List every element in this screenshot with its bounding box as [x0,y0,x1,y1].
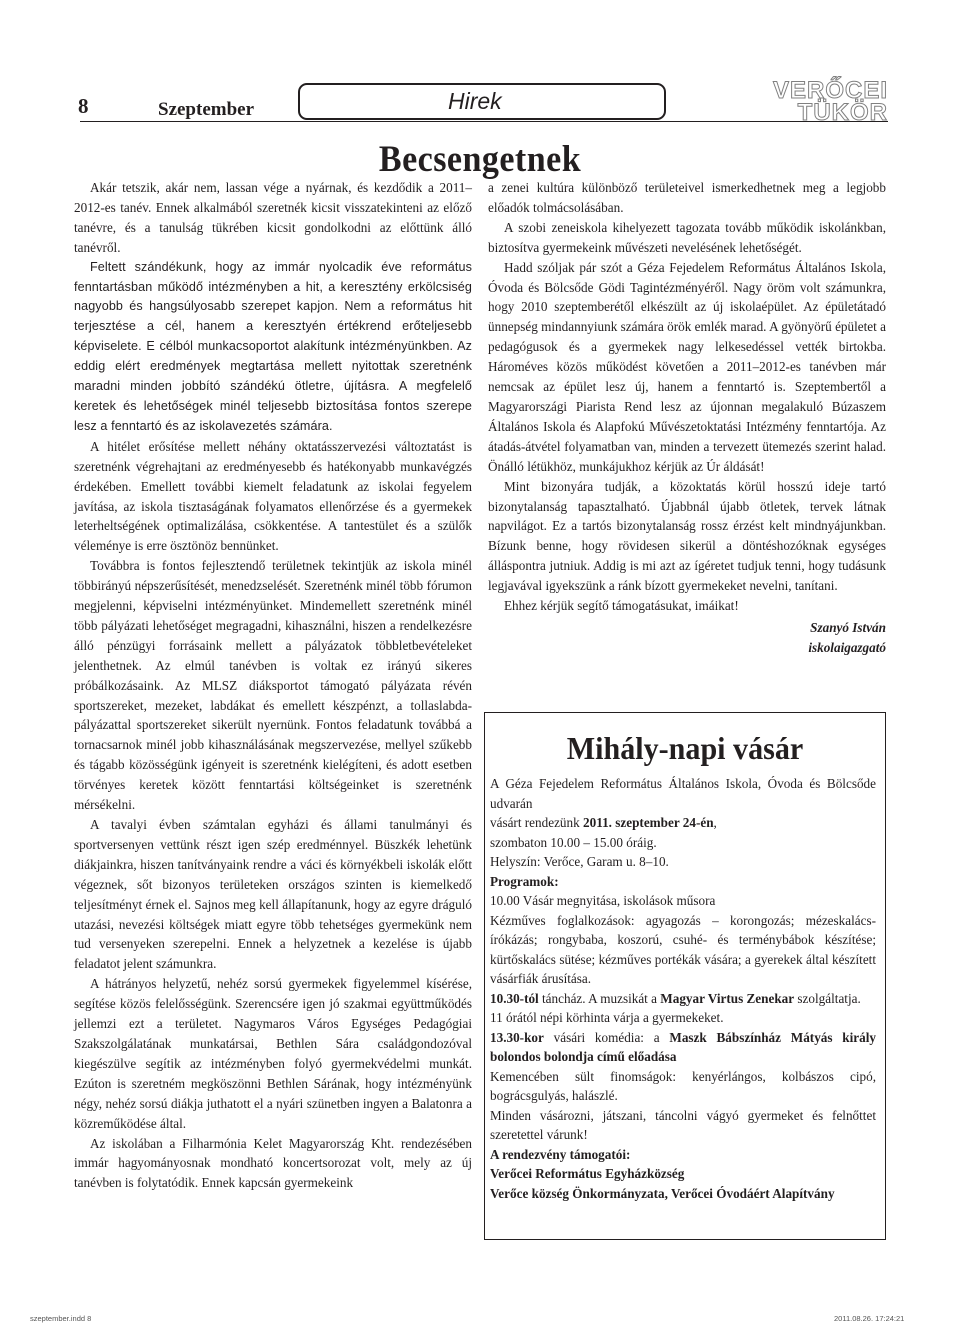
signature-role: iskolaigazgató [808,639,886,655]
program-item [490,989,876,1009]
program-item [490,1028,876,1067]
article-paragraph: Akár tetszik, akár nem, lassan vége a nyárnak, és kezdődik a 2011–2012-es tanév. Ennek alkalmából szeretnék kicsit visszatekinteni az előző tanévre, és a tanulság tükrében kicsit gondolkodni az előttünk álló tanévről. [74,180,472,255]
event-details [490,774,876,1203]
program-item: 10.00 Vásár megnyitása, iskolások műsora [490,893,716,908]
program-band: Magyar Virtus Zenekar [660,990,795,1006]
article-left-column [74,178,472,1193]
program-text: szolgáltatja. [794,990,861,1006]
signature [488,618,886,658]
article-paragraph: Mint bizonyára tudják, a közoktatás körül hosszú ideje tartó bizonytalanság tapasztalható. Újabbnál újabb ötletek, tervek látnak napvilágot. Ez a tartós bizonytalanság rossz érzést kelt mindnyájunkban. Bízunk benne, hogy rövidesen sikerül a döntéshozóknak egységes álláspontra jutniuk. Addig is mi azt az ígéretet tudjuk tenni, hogy tudásunk legjavával igyekszünk a ránk bízott gyermekeket nevelni, tanítani. [488,478,886,594]
masthead-logo [752,77,888,126]
article-paragraph: A hátrányos helyzetű, nehéz sorsú gyermekek figyelemmel kísérése, segítése közös felelősségünk. Szerencsére igen jó szakmai együttműködés jellemzi ezt a területet. Nagymaros Város Egységes Pedagógiai Szakszolgálatának munkatársai, Bethlen Sára családgondozóval kiegészülve segítik az intézményben folyó gyermekvédelmi munkát. Ezúton is szeretném megköszönni Bethlen Sárának, hogy intézményünk négy, nehéz sorsú diákja juthatott el a nyári szünetben ingyen a Balatonra a közreműködése által. [74,976,472,1131]
article-paragraph: a zenei kultúra különböző területeivel ismerkedhetnek meg a legjobb előadók tolmácsolásában. [488,180,886,215]
sponsor-item: Verőcei Református Egyházközség [490,1166,685,1181]
print-slug-timestamp: 2011.08.26. 17:24:21 [834,1314,905,1323]
program-text: vásári komédia: a [543,1029,670,1045]
article-paragraph: Hadd szóljak pár szót a Géza Fejedelem Református Általános Iskola, Óvoda és Bölcsőde Gödi Tagintézményéről. Nagy öröm volt számunkra, hogy 2010 szeptemberétől elkészült az új iskolaépület. Az épületátadó ünnepség mindannyiunk számára örök emlék marad. A gyönyörű épületet a pedagógusok és a gyermekek nagy lelkesedéssel vették birtokba. Hároméves közös működést követően a 2011–2012-es tanévben már nemcsak az épület lesz új, hanem a fenntartó is. Szeptembertől a Magyarországi Piarista Rend lesz az újonnan megalakuló Búzaszem Általános Iskola és Alapfokú Művészetoktatási Intézmény fenntartója. Az átadás-átvétel folyamatban van, minden a tervezett ütemezés szerint halad. Önálló létükhöz, munkájukhoz kérjük az Úr áldását! [488,259,886,474]
event-date-prefix: vásárt rendezünk [490,815,584,830]
event-date-line [490,813,876,833]
section-label: Hirek [448,88,502,114]
program-show: Maszk Bábszínház Mátyás király bolondos bolondja című előadása [490,1029,876,1064]
article-paragraph: Továbbra is fontos fejlesztendő területnek tekintjük az iskola minél többirányú népszerűsítését, menedzselését. Szeretnénk minél több fórumon megjelenni, képviselni intézményünket. Mindemellett szeretnénk minél több pályázati lehetőséget megragadni, kihasználni, hiszen a rendelkezésre álló pénzügyi forrásaink mellett a pályázatok többletbevételeket jelenthetnek. Az elmúl tanévben is voltak ez irányú sikeres próbálkozásaink. Az MLSZ diáksportot támogató pályázata révén sportszereket, mezeket, labdákat és emellett készpénzt, a tollaslabda-pályázattal sportszereket sikerült nyernünk. Fontos feladatunk továbbá a tornacsarnok minél jobb kihasználásának megszervezése, mellyel szűkebb és tágabb közösségünk igényeit is szeretnénk kielégíteni, és adott esetben törvényes keretek között fenntartási költségeinket is szeretnénk mérsékelni. [74,558,472,813]
program-item: Kemencében sült finomságok: kenyérlángos, kolbászos cipó, bográcsgulyás, halászlé. [490,1068,876,1103]
issue-month: Szeptember [158,99,255,120]
program-item: Kézműves foglalkozások: agyagozás – korongozás; mézeskalács-írókázás; rongybaba, koszorú, csuhé- és terménybábok készítése; kürtőskalács sütése; kézműves portékák vására; a gyerekek által készített vásárfiák árusítása. [490,912,876,986]
page-number: 8 [78,94,89,118]
signature-name: Szanyó István [810,619,886,635]
article-paragraph: A hitélet erősítése mellett néhány oktatásszervezési változtatást is szeretnénk végrehajtani az eredményesebb és hatékonyabb munkavégzés érdekében. Emellett további kiemelt feladatunk az iskolai fegyelem javítása, az iskola tisztaságának folyamatos ellenőrzése és a gyermekek leterheltségének optimalizálása, csökkentése. A tantestület és a szülők véleménye is erre ösztönöz bennünket. [74,438,472,554]
article-paragraph: Feltett szándékunk, hogy az immár nyolcadik éve református fenntartásban működő intézményben a hit, a keresztény erkölcsiség nagyobb és hangsúlyosabb szerepet kapjon. Nem a református hit terjesztése a cél, hanem a keresztyén értékrend erőteljesebb képviselete. E célból munkacsoportot alakítunk intézményünkben. Az eddig elért eredmények megtartása mellett nyitottak szeretnénk maradni minden jobbító szándékú ötletre, újításra. A megfelelő keretek és lehetőségek minél teljesebb biztosítása fontos szerepe lesz a fenntartó és az iskolavezetés számára. [74,259,472,433]
sponsor-item: Verőce község Önkormányzata, Verőcei Óvodáért Alapítvány [490,1185,835,1201]
print-slug-filename: szeptember.indd 8 [30,1314,92,1323]
event-venue: A Géza Fejedelem Református Általános Iskola, Óvoda és Bölcsőde udvarán [490,776,876,811]
article-right-column [488,178,886,658]
event-title: Mihály-napi vásár [566,730,804,766]
program-item: Minden vásározni, játszani, táncolni vágyó gyermeket és felnőttet szeretettel várunk! [490,1107,876,1142]
article-paragraph: A tavalyi évben számtalan egyházi és állami tanulmányi és sportversenyen vettünk részt igen szép eredménnyel. Büszkék lehetünk diákjainkra, hiszen tanítványaink rendre a váci és környékbeli iskolák előtt végeznek, sőt bizonyos területeken országos szinten is kiemelkedő teljesítményt érnek el. Sajnos meg kell állapítanunk, hogy az egyre dráguló utazási, nevezési költségek miatt egyre több tehetséges gyermekünk nem tud versenyeken szerepelni. Ennek a helyzetnek a kezelése is újabb feladatot jelent számunkra. [74,817,472,972]
article-paragraph: Az iskolában a Filharmónia Kelet Magyarország Kht. rendezésében immár hagyományosnak mondható koncertsorozat volt, mely az új tanévben is folytatódik. Ennek kapcsán gyermekeink [74,1135,472,1191]
sponsors-heading: A rendezvény támogatói: [490,1146,631,1162]
masthead-line-2: TÜKÖR [797,99,888,126]
article-paragraph: Ehhez kérjük segítő támogatásukat, imáikat! [504,598,739,614]
program-text: táncház. A muzsikát a [538,990,661,1006]
program-time: 13.30-kor [490,1029,544,1045]
programs-heading: Programok: [490,873,559,889]
article-title: Becsengetnek [378,139,582,180]
event-location: Helyszín: Verőce, Garam u. 8–10. [490,854,669,869]
header-divider [80,121,888,122]
program-time: 10.30-tól [490,990,539,1006]
event-date: 2011. szeptember 24-én [583,815,714,830]
event-date-suffix: , [713,815,717,830]
article-paragraph: A szobi zeneiskola kihelyezett tagozata tovább működik iskolánkban, biztosítva gyermekeink művészeti nevelésének lehetőségét. [488,219,886,255]
event-hours: szombaton 10.00 – 15.00 óráig. [490,834,657,850]
program-item: 11 órától népi körhinta várja a gyermekeket. [490,1010,724,1025]
masthead-line-1: VERŐCEI [772,77,888,104]
